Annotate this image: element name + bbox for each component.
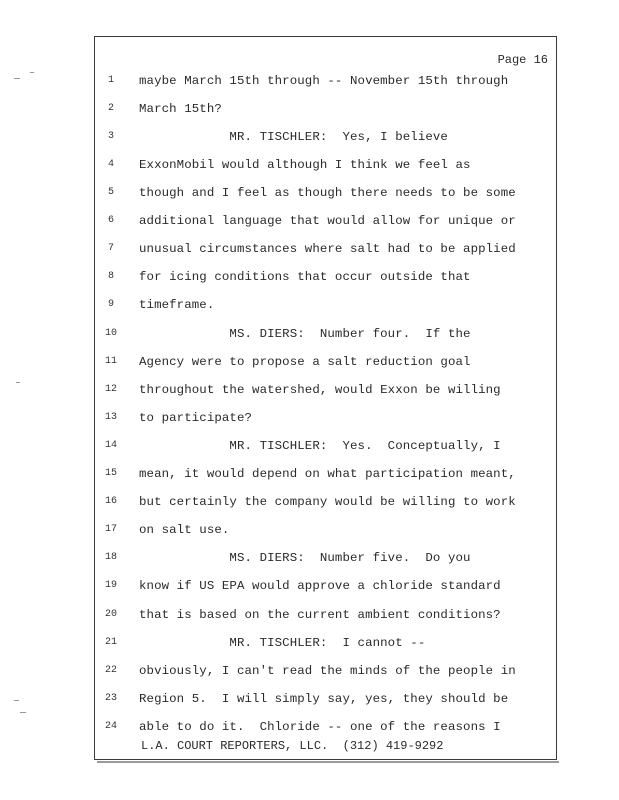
transcript-line: timeframe. (139, 298, 215, 312)
line-number: 2 (107, 103, 114, 114)
line-number: 5 (107, 187, 114, 198)
transcript-line: able to do it. Chloride -- one of the reasons I (139, 720, 501, 734)
line-number: 13 (104, 412, 117, 423)
line-number: 16 (104, 496, 117, 507)
transcript-line: know if US EPA would approve a chloride standard (139, 579, 501, 593)
line-number: 6 (107, 215, 114, 226)
scan-speck (30, 72, 34, 73)
transcript-line: MR. TISCHLER: I cannot -- (139, 636, 426, 650)
transcript-line: Region 5. I will simply say, yes, they should be (139, 692, 509, 706)
transcript-line: obviously, I can't read the minds of the people in (139, 664, 516, 678)
transcript-line: ExxonMobil would although I think we feel as (139, 158, 471, 172)
line-number: 15 (104, 468, 117, 479)
line-number: 3 (107, 131, 114, 142)
transcript-line: MS. DIERS: Number four. If the (139, 327, 471, 341)
transcript-line: though and I feel as though there needs to be some (139, 186, 516, 200)
line-number: 17 (104, 524, 117, 535)
line-number: 10 (104, 328, 117, 339)
transcript-line: Agency were to propose a salt reduction goal (139, 355, 471, 369)
transcript-line: for icing conditions that occur outside that (139, 270, 471, 284)
line-number: 21 (104, 637, 117, 648)
transcript-line: to participate? (139, 411, 253, 425)
transcript-line: additional language that would allow for unique or (139, 214, 516, 228)
line-number: 14 (104, 440, 117, 451)
line-number: 7 (107, 243, 114, 254)
line-number: 12 (104, 384, 117, 395)
transcript-line: MR. TISCHLER: Yes. Conceptually, I (139, 439, 501, 453)
scan-speck (14, 700, 19, 701)
line-number: 1 (107, 75, 114, 86)
line-number: 23 (104, 693, 117, 704)
transcript-page (94, 36, 557, 760)
transcript-line: but certainly the company would be willing to work (139, 495, 516, 509)
line-number: 9 (107, 299, 114, 310)
line-number: 4 (107, 159, 114, 170)
transcript-line: MS. DIERS: Number five. Do you (139, 551, 471, 565)
line-number: 24 (104, 721, 117, 732)
scan-speck (14, 78, 20, 79)
scan-speck (16, 382, 20, 383)
transcript-line: mean, it would depend on what participation meant, (139, 467, 516, 481)
transcript-line: maybe March 15th through -- November 15th through (139, 74, 509, 88)
transcript-line: throughout the watershed, would Exxon be willing (139, 383, 501, 397)
transcript-line: MR. TISCHLER: Yes, I believe (139, 130, 448, 144)
transcript-line: March 15th? (139, 102, 222, 116)
page-footer: L.A. COURT REPORTERS, LLC. (312) 419-9292 (141, 739, 444, 753)
line-number: 22 (104, 665, 117, 676)
scan-speck (20, 712, 26, 713)
line-number: 11 (104, 356, 117, 367)
line-number: 18 (104, 552, 117, 563)
line-number: 20 (104, 609, 117, 620)
line-number: 19 (104, 580, 117, 591)
line-number: 8 (107, 271, 114, 282)
page-number: Page 16 (497, 53, 548, 67)
transcript-line: unusual circumstances where salt had to be applied (139, 242, 516, 256)
transcript-line: that is based on the current ambient conditions? (139, 608, 501, 622)
transcript-line: on salt use. (139, 523, 230, 537)
